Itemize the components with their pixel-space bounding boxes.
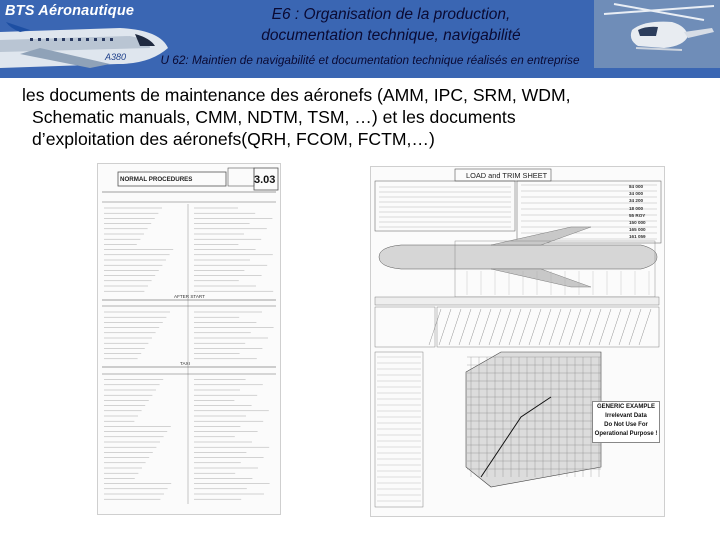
body-paragraph [22,84,712,150]
stamp-line-1: GENERIC EXAMPLE [596,404,655,410]
generic-example-stamp [592,401,660,443]
body-line-1: les documents de maintenance des aéronefs (AMM, IPC, SRM, WDM, [22,85,571,105]
normal-procedures-title: NORMAL PROCEDURES [120,176,193,183]
section-taxi: TAXI [180,361,190,366]
weight-value: 55 ROY [629,212,646,218]
title-line-1: E6 : Organisation de la production, [271,6,511,23]
weight-value: 18 000 [629,205,644,211]
body-line-3: d’exploitation des aéronefs(QRH, FCOM, FCTM,…) [32,129,435,149]
weight-value: 34 000 [629,191,644,197]
section-after-start: AFTER START [174,294,205,299]
svg-text:A380: A380 [105,52,127,62]
normal-procedures-scan [98,164,280,514]
normal-procedures-code: 3.03 [254,174,276,186]
title-line-2: documentation technique, navigabilité [261,27,521,44]
weight-value: 34 200 [629,198,644,204]
stamp-line-3: Do Not Use For [604,422,648,428]
weight-value: 161 059 [629,234,646,240]
load-and-trim-sheet-image [370,166,665,517]
weight-value: 165 000 [629,227,646,233]
weight-value: 84 000 [629,184,644,189]
normal-procedures-document-image [97,163,281,515]
weight-value: 150 000 [629,220,646,225]
body-line-2: Schematic manuals, CMM, NDTM, TSM, …) et les documents [32,107,516,127]
stamp-line-4: Operational Purpose ! [594,431,658,437]
load-trim-title: LOAD and TRIM SHEET [466,171,548,180]
stamp-line-2: Irrelevant Data [605,413,647,419]
header-banner [0,0,720,78]
load-trim-scan [371,167,664,516]
subtitle: U 62: Maintien de navigabilité et documentation technique réalisés en entreprise [160,53,580,67]
brand-label: BTS Aéronautique [5,3,135,19]
